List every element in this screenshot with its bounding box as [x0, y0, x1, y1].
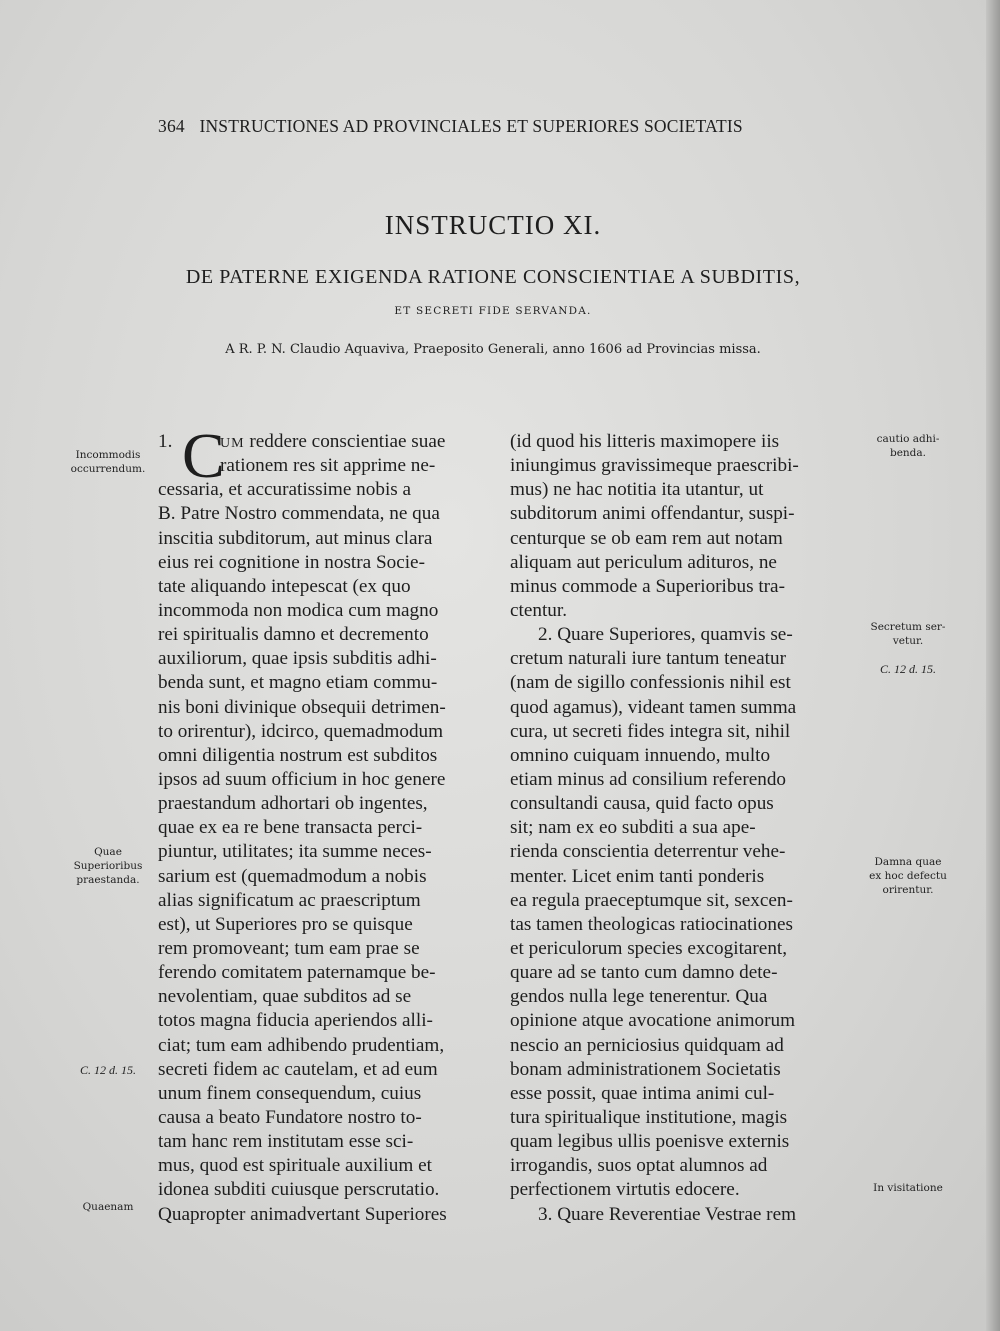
text-line: incommoda non modica cum magno — [158, 599, 439, 621]
margin-note — [858, 662, 958, 676]
text-line: secreti fidem ac cautelam, et ad eum — [158, 1058, 438, 1080]
text-line: ferendo comitatem paternamque be- — [158, 962, 436, 984]
text-line: opinione atque avocatione animorum — [510, 1010, 796, 1032]
text-line: auxiliorum, quae ipsis subditis adhi- — [158, 648, 437, 670]
text-line: nis boni divinique obsequii detrimen- — [158, 696, 446, 718]
text-line: subditorum animi offendantur, suspi- — [510, 503, 795, 525]
text-line: perfectionem virtutis edocere. — [510, 1179, 740, 1201]
text-line: etiam minus ad consilium referendo — [510, 768, 787, 790]
text-line: inscitia subditorum, aut minus clara — [158, 527, 433, 549]
margin-note-line: ex hoc defectu — [869, 870, 947, 882]
text-line: 3. Quare Reverentiae Vestrae rem — [538, 1203, 797, 1225]
margin-note-line: Quae — [94, 846, 122, 858]
text-line: mus, quod est spirituale auxilium et — [158, 1155, 432, 1177]
text-line: piuntur, utilitates; ita summe neces- — [158, 841, 432, 863]
text-line: ipsos ad suum officium in hoc genere — [158, 768, 446, 790]
margin-note — [58, 448, 158, 476]
text-line: cura, ut secreti fides integra sit, nihil — [510, 720, 791, 742]
text-line: minus commode a Superioribus tra- — [510, 575, 785, 597]
text-line: cessaria, et accuratissime nobis a — [158, 479, 412, 501]
text-line: irrogandis, suos optat alumnos ad — [510, 1155, 768, 1177]
text-line: tate aliquando intepescat (ex quo — [158, 575, 411, 597]
margin-note-line: C. 12 d. 15. — [879, 662, 936, 676]
running-title: INSTRUCTIONES AD PROVINCIALES ET SUPERIORES SOCIETATIS — [199, 116, 743, 136]
margin-note — [858, 855, 958, 897]
margin-note-line: In visitatione — [873, 1182, 943, 1194]
text-line: aliquam aut periculum adituros, ne — [510, 551, 777, 573]
margin-note-line: Incommodis — [75, 449, 141, 461]
text-line: tas tamen theologicas ratiocinationes — [510, 913, 793, 935]
margin-note — [58, 845, 158, 887]
text-line: est), ut Superiores pro se quisque — [158, 913, 413, 935]
margin-note-line: praestanda. — [76, 874, 140, 886]
text-line: mus) ne hac notitia ita utantur, ut — [510, 479, 764, 501]
text-line: to orirentur), idcirco, quemadmodum — [158, 720, 444, 742]
margin-note-line: C. 12 d. 15. — [79, 1063, 136, 1077]
text-line: (nam de sigillo confessionis nihil est — [510, 672, 791, 694]
text-line: causa a beato Fundatore nostro to- — [158, 1106, 422, 1128]
margin-note — [858, 620, 958, 648]
text-line: idonea subditi cuiusque perscrutatio. — [158, 1179, 440, 1201]
right-column — [510, 430, 855, 1227]
text-line: cretum naturali iure tantum teneatur — [510, 648, 786, 670]
text-line: rationem res sit apprime ne- — [220, 455, 436, 477]
text-line: ciat; tum eam adhibendo prudentiam, — [158, 1034, 445, 1056]
running-head — [158, 116, 798, 137]
text-line: tura spiritualique institutione, magis — [510, 1106, 788, 1128]
paragraph-number: 1. — [158, 431, 173, 452]
text-line: gendos nulla lege tenerentur. Qua — [510, 986, 768, 1008]
margin-note-line: cautio adhi- — [876, 433, 940, 445]
margin-note-line: vetur. — [892, 635, 924, 647]
text-line: quod agamus), videant tamen summa — [510, 696, 797, 718]
text-line: benda sunt, et magno etiam commu- — [158, 672, 438, 694]
page-edge — [986, 0, 1000, 1331]
margin-note-line: Secretum ser- — [870, 621, 946, 633]
text-line: rienda conscientia deterrentur vehe- — [510, 841, 786, 863]
text-line: quam legibus ullis poenisve externis — [510, 1131, 790, 1153]
margin-note-line: Superioribus — [73, 860, 143, 872]
page-number: 364 — [158, 116, 185, 136]
text-line: eius rei cognitione in nostra Socie- — [158, 551, 425, 573]
text-line: nescio an perniciosius quidquam ad — [510, 1034, 784, 1056]
margin-note — [858, 432, 958, 460]
margin-note — [858, 1181, 958, 1195]
text-line: unum finem consequendum, cuius — [158, 1082, 422, 1104]
text-line: alias significatum ac praescriptum — [158, 889, 421, 911]
margin-note — [58, 1200, 158, 1214]
text-line: rei spiritualis damno et decremento — [158, 624, 429, 646]
text-line: consultandi causa, quid facto opus — [510, 793, 774, 815]
text-line: omni diligentia nostrum est subditos — [158, 744, 438, 766]
text-line: nevolentiam, quae subditos ad se — [158, 986, 412, 1008]
text-line: ea regula praeceptumque sit, sexcen- — [510, 889, 793, 911]
margin-note-line: occurrendum. — [70, 463, 146, 475]
byline: A R. P. N. Claudio Aquaviva, Praeposito Generali, anno 1606 ad Provincias missa. — [225, 342, 761, 357]
text-line: praestandum adhortari ob ingentes, — [158, 793, 428, 815]
text-line: quare ad se tanto cum damno dete- — [510, 962, 778, 984]
text-line: UM reddere conscientiae suae — [220, 431, 446, 452]
text-line: sarium est (quemadmodum a nobis — [158, 865, 427, 887]
margin-note-line: Quaenam — [82, 1201, 134, 1213]
margin-note — [58, 1063, 158, 1077]
text-line: omnino cuiquam innuendo, multo — [510, 744, 771, 766]
margin-note-line: orirentur. — [882, 884, 934, 896]
text-line: centurque se ob eam rem aut notam — [510, 527, 783, 549]
text-line: sit; nam ex eo subditi a sua ape- — [510, 817, 756, 839]
text-line: B. Patre Nostro commendata, ne qua — [158, 503, 440, 525]
text-line: Quapropter animadvertant Superiores — [158, 1203, 447, 1225]
text-line: quae ex ea re bene transacta perci- — [158, 817, 423, 839]
text-line: ctentur. — [510, 599, 568, 621]
text-line: 2. Quare Superiores, quamvis se- — [538, 624, 793, 646]
left-column — [158, 420, 500, 1227]
text-line: et periculorum species excogitarent, — [510, 937, 788, 959]
text-line: (id quod his litteris maximopere iis — [510, 431, 780, 452]
text-line: iniungimus gravissimeque praescribi- — [510, 455, 799, 477]
instruction-title: INSTRUCTIO XI. — [384, 210, 602, 240]
text-line: totos magna fiducia aperiendos alli- — [158, 1010, 433, 1032]
margin-note-line: Damna quae — [874, 856, 942, 868]
instruction-subtitle: DE PATERNE EXIGENDA RATIONE CONSCIENTIAE A SUBDITIS, — [185, 266, 801, 288]
text-line: rem promoveant; tum eam prae se — [158, 937, 420, 959]
margin-note-line: benda. — [889, 447, 927, 459]
text-line: menter. Licet enim tanti ponderis — [510, 865, 765, 887]
text-line: esse possit, quae intima animi cul- — [510, 1082, 775, 1104]
text-line: tam hanc rem institutam esse sci- — [158, 1131, 414, 1153]
drop-cap: C — [182, 420, 225, 491]
instruction-subtitle-2: ET SECRETI FIDE SERVANDA. — [394, 305, 592, 317]
text-line: bonam administrationem Societatis — [510, 1058, 781, 1080]
